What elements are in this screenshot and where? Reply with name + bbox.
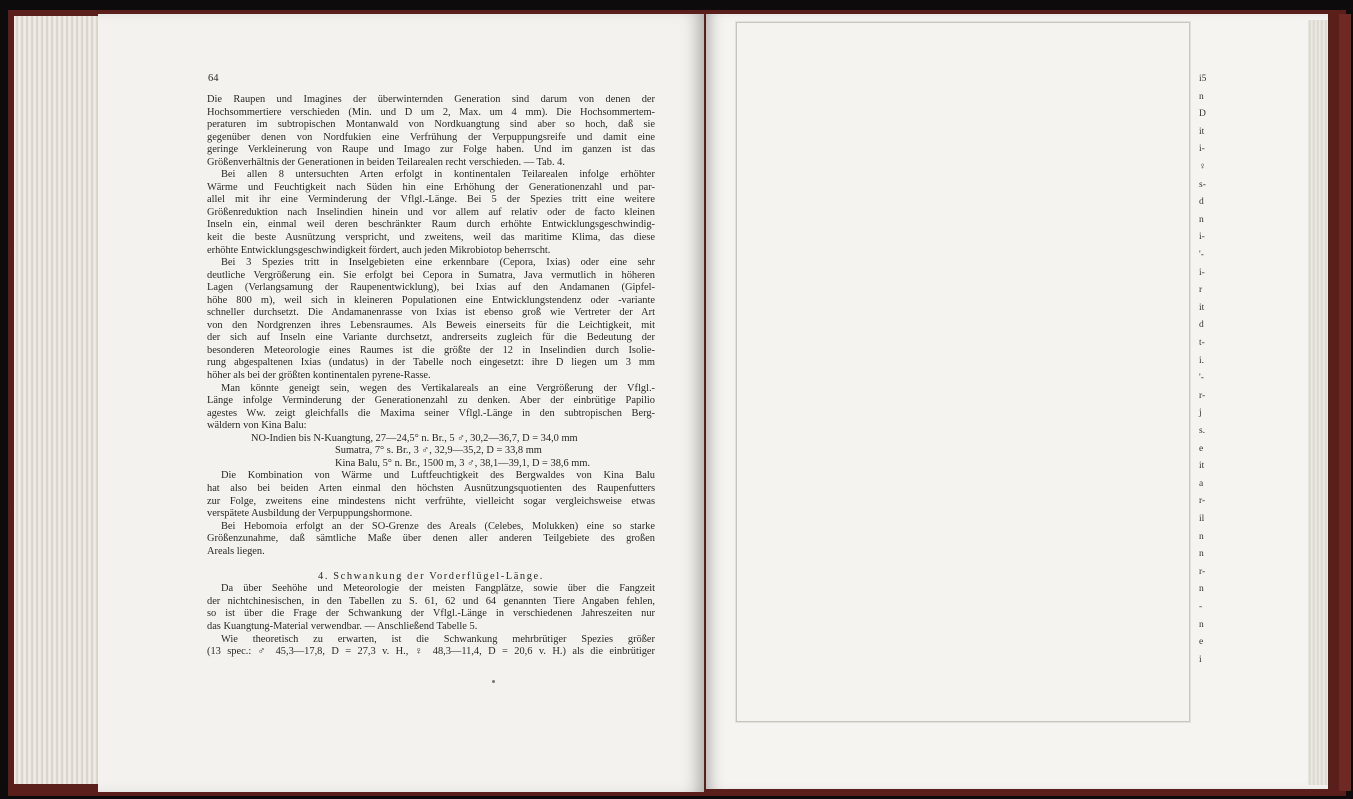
blank-interleaved-sheet (736, 22, 1190, 722)
margin-fragment: s. (1199, 426, 1206, 436)
text-line: Wärme und Feuchtigkeit nach Süden hin eine Erhöhung der Generationenzahl und par- (207, 181, 655, 193)
margin-fragment: j (1199, 408, 1202, 419)
text-line: Lagen (Verlangsamung der Raupenentwicklung), bei Ixias auf den Andamanen (Gipfel- (207, 282, 655, 294)
text-line: Die Raupen und Imagines der überwinternden Generation sind darum von denen der (207, 94, 655, 105)
text-line: Wie theoretisch zu erwarten, ist die Schwankung mehrbrütiger Spezies größer (221, 633, 655, 645)
margin-fragment: t- (1199, 338, 1205, 348)
text-line: der sich auf Inseln eine Variante durchsetzt, andrerseits zugleich für die Bedeutung der (207, 332, 655, 344)
text-line: (13 spec.: ♂ 45,3—17,8, D = 27,3 v. H., ♀ 48,3—11,4, D = 20,6 v. H.) als die einbrütiger (207, 646, 655, 658)
margin-fragment: d (1199, 320, 1204, 331)
print-speck (492, 680, 495, 683)
text-line (207, 558, 655, 571)
text-line: Länge infolge Verminderung der Generationenzahl zu denken. Aber der einbrütige Papilio (207, 395, 655, 407)
text-line: keit die beste Ausnützung verspricht, und zweitens, weil das maritime Klima, das diese (207, 232, 655, 244)
text-line: Sumatra, 7° s. Br., 3 ♂, 32,9—35,2, D = 33,8 mm (335, 445, 542, 457)
text-line: peraturen im subtropischen Montanwald von Nordkuangtung sind aber so hoch, daß sie (207, 119, 655, 131)
margin-fragment: s- (1199, 179, 1206, 190)
text-line: Hochsommertiere verschieden (Min. und D um 2, Max. um 4 mm). Die Hochsommertem- (207, 106, 655, 118)
margin-fragment: r- (1199, 390, 1206, 401)
margin-fragment: - (1199, 602, 1203, 612)
margin-fragment: i5 (1199, 74, 1207, 84)
margin-fragment: '- (1199, 373, 1204, 384)
margin-fragment: it (1199, 302, 1205, 313)
margin-fragment: e (1199, 637, 1204, 648)
text-line: das Kuangtung-Material verwendbar. — Anschließend Tabelle 5. (207, 620, 478, 632)
book-cover-edge (1339, 14, 1351, 791)
text-line: Größenreduktion nach Inselindien hinein und vor allem auf relativ oder de facto kleinen (207, 206, 655, 218)
margin-fragment: i- (1199, 144, 1205, 155)
margin-fragment: d (1199, 197, 1204, 208)
text-line: Größenverhältnis der Generationen in beiden Teilarealen recht verschieden. — Tab. 4. (207, 156, 565, 168)
margin-fragment: e (1199, 443, 1204, 454)
margin-fragment: r (1199, 285, 1203, 296)
text-line: Bei Hebomoia erfolgt an der SO-Grenze des Areals (Celebes, Molukken) eine so starke (221, 520, 655, 532)
margin-fragment: il (1199, 514, 1205, 524)
margin-fragment: r- (1199, 566, 1206, 577)
margin-fragment: n (1199, 584, 1204, 595)
text-line: agestes Ww. zeigt gleichfalls die Maxima seiner Vflgl.-Länge in den subtropischen Berg- (207, 407, 655, 419)
margin-fragment: i- (1199, 232, 1205, 243)
text-line: hat also bei beiden Arten einmal den höchsten Ausnützungsquotienten des Raupenfutters (207, 482, 655, 494)
margin-fragment: it (1199, 461, 1205, 472)
text-line: zur Folge, zweitens eine mindestens nicht verfrühte, vielleicht sogar vergleichsweise etwas (207, 495, 655, 507)
margin-fragment: it (1199, 126, 1205, 137)
text-line: Areals liegen. (207, 545, 265, 557)
margin-fragment: a (1199, 478, 1204, 489)
text-line: 4. Schwankung der Vorderflügel-Länge. (318, 570, 544, 582)
margin-fragment: n (1199, 214, 1204, 225)
text-line: geringe Verkleinerung von Raupe und Imago zur Folge haben. Und im ganzen ist das (207, 144, 655, 156)
text-line: höher als bei der größten kontinentalen pyrene-Rasse. (207, 370, 431, 382)
text-line: Kina Balu, 5° n. Br., 1500 m, 3 ♂, 38,1—39,1, D = 38,6 mm. (335, 457, 591, 469)
text-line: Die Kombination von Wärme und Luftfeuchtigkeit des Bergwaldes von Kina Balu (221, 470, 655, 482)
text-line: verspätete Ausbildung der Verpuppungshormone. (207, 508, 413, 520)
margin-fragment: n (1199, 91, 1204, 102)
margin-fragment: r- (1199, 496, 1206, 507)
body-text (207, 94, 655, 659)
text-line: wäldern von Kina Balu: (207, 420, 307, 432)
margin-fragment: i (1199, 654, 1202, 665)
margin-fragment: ♀ (1199, 162, 1207, 172)
text-line: gegenüber denen von Nordfukien eine Verfrühung der Verpuppungsreife und damit eine (207, 131, 655, 143)
text-line: Größenzunahme, daß sämtliche Maße über denen aller anderen Teilgebiete des großen (207, 533, 655, 545)
text-line: Inseln ein, einmal weil deren beschränkter Raum durch erhöhte Entwicklungsgeschwindig- (207, 219, 655, 231)
text-line: Man könnte geneigt sein, wegen des Vertikalareals an eine Vergrößerung der Vflgl.- (221, 382, 655, 394)
text-line: Bei allen 8 untersuchten Arten erfolgt in kontinentalen Teilarealen infolge erhöhter (221, 169, 655, 181)
text-line: NO-Indien bis N-Kuangtung, 27—24,5° n. Br., 5 ♂, 30,2—36,7, D = 34,0 mm (251, 432, 578, 444)
text-line: rung abgespaltenen Ixias (undatus) in der Tabelle noch eingesetzt: ihre D liegen um 3 mm (207, 357, 655, 369)
margin-fragment: '- (1199, 250, 1204, 260)
text-line: deutliche Vergrößerung ein. Sie erfolgt bei Cepora in Sumatra, Java vermutlich in höheren (207, 269, 655, 281)
text-line: der nichtchinesischen, in den Tabellen zu S. 61, 62 und 64 genannten Tiere Angaben fehlen, (207, 595, 655, 607)
text-line: Da über Seehöhe und Meteorologie der meisten Fangplätze, sowie über die Fangzeit (221, 583, 655, 595)
margin-fragment: i. (1199, 355, 1205, 366)
text-line: von den Nordgrenzen ihres Lebensraumes. Als Beweis einerseits für die Leichtigkeit, mit (207, 319, 655, 331)
margin-fragment: n (1199, 619, 1204, 630)
text-line: Bei 3 Spezies tritt in Inselgebieten eine erkennbare (Cepora, Ixias) oder eine sehr (221, 257, 655, 269)
margin-fragment: D (1199, 109, 1206, 120)
margin-fragment: n (1199, 531, 1204, 542)
text-line: so ist über die Frage der Schwankung der Vflgl.-Länge in verschiedenen Jahreszeiten nur (207, 608, 655, 620)
text-line: besonderen Meteorologie eines Raumes ist die größte der 12 in Inselindien durch Isolie- (207, 344, 655, 356)
text-line: allel mit ihr eine Verminderung der Vflgl.-Länge. Bei 5 der Spezies tritt eine weitere (207, 194, 655, 206)
page-number: 64 (208, 73, 219, 84)
page-edges-right (1308, 20, 1328, 785)
text-line: höhe 800 m), weil sich in kleineren Populationen eine Entwicklungstendenz oder -variante (207, 294, 655, 306)
text-line: schneller durchsetzt. Die Andamanenrasse von Ixias ist ebenso groß wie Vertreter der Art (207, 307, 655, 319)
text-line: erhöhte Entwicklungsgeschwindigkeit fördert, auch jeden Mikrobiotop beherrscht. (207, 244, 551, 256)
margin-fragment: i- (1199, 267, 1205, 278)
margin-fragment: n (1199, 549, 1204, 560)
